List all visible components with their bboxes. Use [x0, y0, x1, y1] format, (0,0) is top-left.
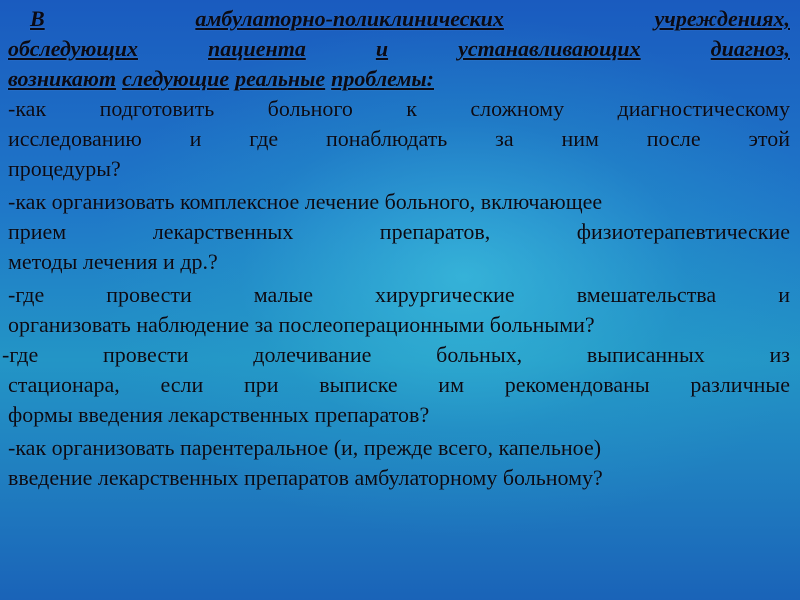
text-line: [8, 187, 790, 217]
word: им: [438, 372, 464, 397]
problem-item: [8, 187, 790, 277]
slide-heading: [8, 4, 790, 94]
text-line: [8, 280, 790, 310]
word: прием: [8, 219, 67, 244]
word: где: [249, 126, 279, 151]
word: понаблюдать: [326, 126, 448, 151]
text-line: [8, 247, 790, 277]
word: и: [189, 126, 202, 151]
word: долечивание: [253, 342, 372, 367]
text-line: [8, 370, 790, 400]
word: вмешательства: [576, 282, 717, 307]
word: исследованию: [8, 126, 142, 151]
word: физиотерапевтические: [576, 219, 790, 244]
word: стационара,: [8, 372, 120, 397]
heading-line: [8, 64, 790, 94]
word: -как организовать комплексное лечение больного, включающее: [8, 189, 603, 214]
heading-word: В: [30, 6, 45, 31]
word: провести: [102, 342, 189, 367]
word: -где: [2, 342, 39, 367]
problem-item: [8, 280, 790, 340]
slide-content: [2, 4, 790, 596]
word: больного: [267, 96, 353, 121]
word: организовать наблюдение за послеоперационными больными?: [8, 312, 595, 337]
word: методы лечения и др.?: [8, 249, 218, 274]
word: сложному: [470, 96, 565, 121]
heading-line: [8, 4, 790, 34]
text-line: [8, 463, 790, 493]
word: препаратов,: [379, 219, 491, 244]
word: за: [495, 126, 514, 151]
word: из: [769, 342, 790, 367]
word: больных,: [436, 342, 523, 367]
word: выписанных: [586, 342, 705, 367]
word: -как организовать парентеральное (и, прежде всего, капельное): [8, 435, 602, 460]
text-line: [8, 400, 790, 430]
word: процедуры?: [8, 156, 121, 181]
word: формы введения лекарственных препаратов?: [8, 402, 430, 427]
heading-word: проблемы:: [331, 66, 435, 91]
heading-word: обследующих: [8, 36, 138, 61]
heading-line: [8, 34, 790, 64]
word: подготовить: [99, 96, 215, 121]
word: малые: [253, 282, 314, 307]
word: -как: [8, 96, 47, 121]
word: -где: [8, 282, 45, 307]
heading-word: пациента: [208, 36, 306, 61]
word: ним: [561, 126, 599, 151]
word: выписке: [319, 372, 398, 397]
word: различные: [690, 372, 790, 397]
heading-word: возникают: [8, 66, 117, 91]
word: диагностическому: [617, 96, 790, 121]
heading-word: реальные: [235, 66, 326, 91]
word: хирургические: [375, 282, 515, 307]
heading-word: амбулаторно-поликлинических: [195, 6, 504, 31]
word: и: [778, 282, 790, 307]
heading-word: устанавливающих: [458, 36, 641, 61]
word: при: [243, 372, 279, 397]
word: к: [406, 96, 417, 121]
word: после: [646, 126, 701, 151]
problem-item: [8, 94, 790, 184]
problem-item: [2, 340, 790, 430]
word: лекарственных: [152, 219, 294, 244]
text-line: [8, 310, 790, 340]
heading-word: и: [375, 36, 389, 61]
word: этой: [748, 126, 790, 151]
text-line: [8, 433, 790, 463]
word: введение лекарственных препаратов амбулаторному больному?: [8, 465, 603, 490]
problem-item: [8, 433, 790, 493]
heading-word: диагноз,: [710, 36, 790, 61]
text-line: [8, 154, 790, 184]
word: рекомендованы: [504, 372, 650, 397]
text-line: [8, 124, 790, 154]
word: провести: [106, 282, 192, 307]
heading-word: учреждениях,: [654, 6, 790, 31]
text-line: [8, 94, 790, 124]
heading-word: следующие: [122, 66, 230, 91]
text-line: [2, 340, 790, 370]
text-line: [8, 217, 790, 247]
word: если: [160, 372, 204, 397]
